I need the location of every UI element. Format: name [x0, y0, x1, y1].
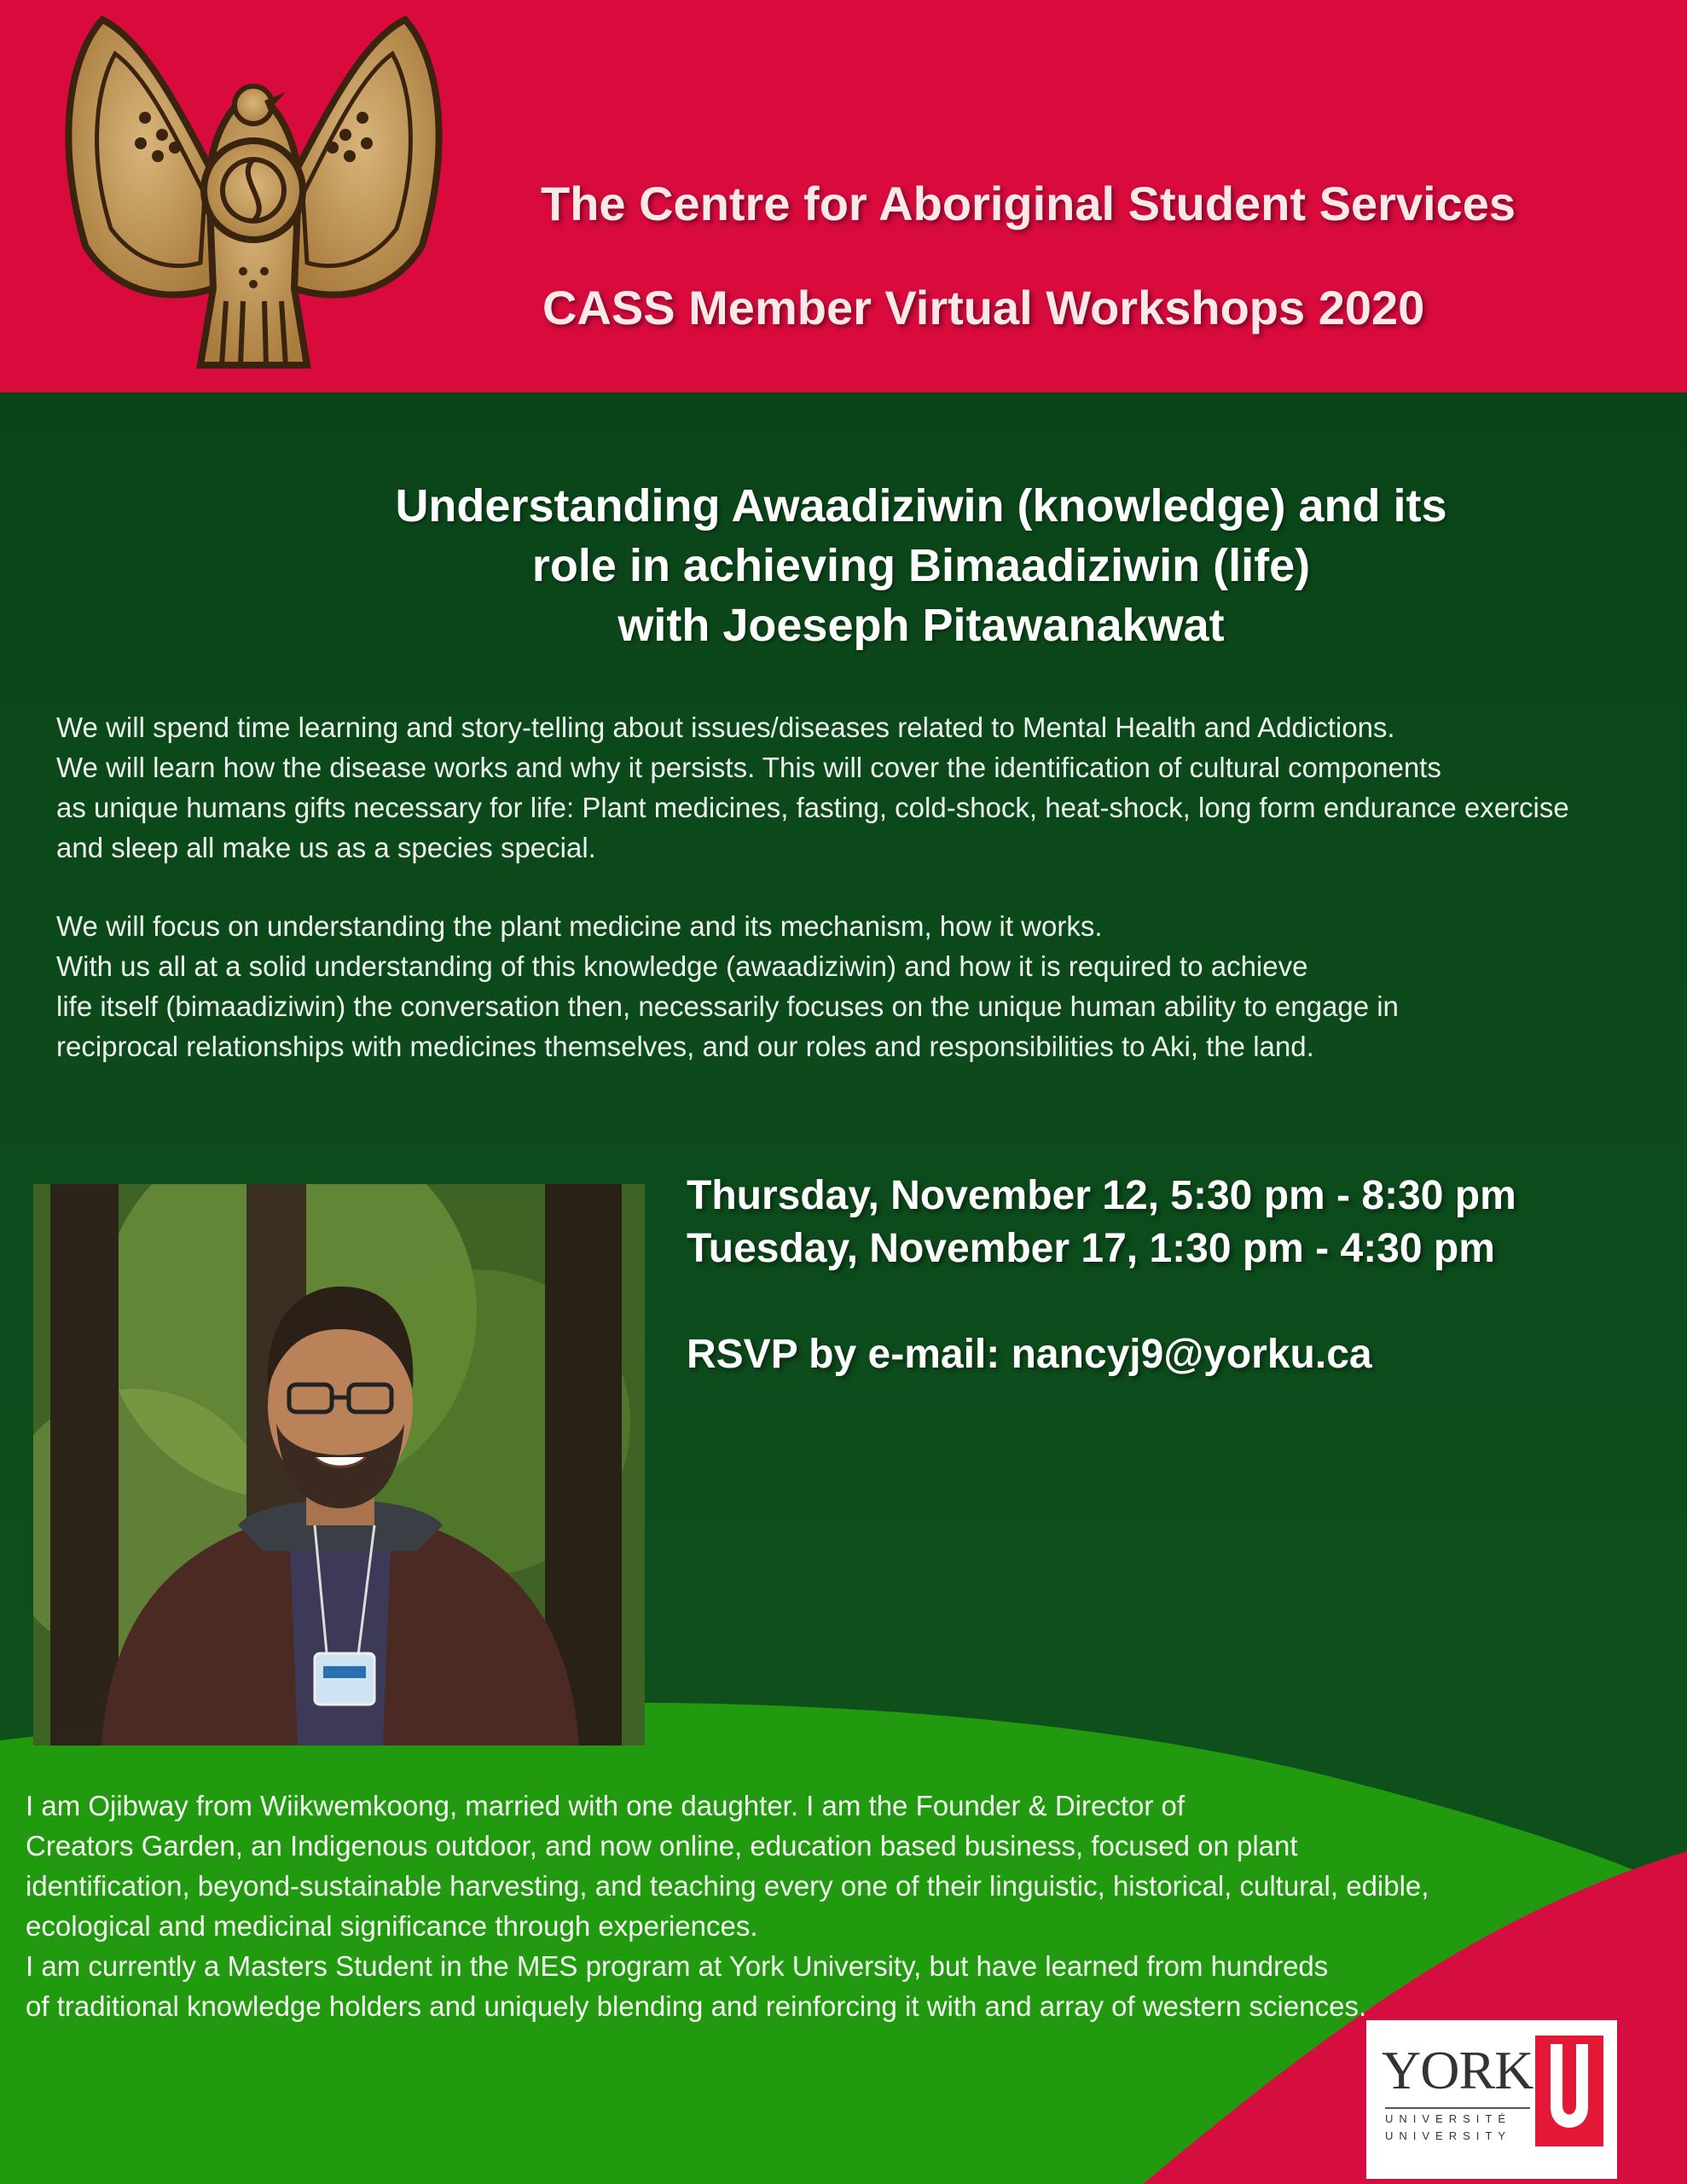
york-sub-english: UNIVERSITY	[1385, 2129, 1512, 2142]
presenter-illustration	[33, 1184, 645, 1745]
presenter-bio	[26, 1786, 1475, 2026]
description-line: We will spend time learning and story-telling about issues/diseases related to Mental Health and Addictions.	[56, 712, 1395, 743]
session-1: Thursday, November 12, 5:30 pm - 8:30 pm	[687, 1173, 1516, 1218]
description-paragraph-2	[56, 906, 1617, 1066]
description-line: reciprocal relationships with medicines themselves, and our roles and responsibilities to Aki, the land.	[56, 1031, 1314, 1062]
bio-line: I am Ojibway from Wiikwemkoong, married with one daughter. I am the Founder & Director of	[26, 1790, 1186, 1821]
rsvp-email[interactable]: RSVP by e-mail: nancyj9@yorku.ca	[687, 1332, 1372, 1377]
workshop-title-line: Understanding Awaadiziwin (knowledge) and its	[395, 480, 1447, 531]
session-2: Tuesday, November 17, 1:30 pm - 4:30 pm	[687, 1226, 1495, 1271]
presenter-photo	[33, 1184, 645, 1745]
bio-line: identification, beyond-sustainable harvesting, and teaching every one of their linguistic, historical, cultural, edible,	[26, 1870, 1429, 1902]
thunderbird-logo-icon	[51, 7, 456, 386]
bio-line: I am currently a Masters Student in the MES program at York University, but have learned from hundreds	[26, 1950, 1329, 1982]
workshop-title	[256, 476, 1586, 655]
description-line: life itself (bimaadiziwin) the conversation then, necessarily focuses on the unique human ability to engage in	[56, 990, 1399, 1022]
description-line: With us all at a solid understanding of this knowledge (awaadiziwin) and how it is required to achieve	[56, 950, 1308, 982]
description-line: as unique humans gifts necessary for life: Plant medicines, fasting, cold-shock, heat-shock, long form endurance exercise	[56, 792, 1569, 823]
york-divider	[1385, 2107, 1530, 2109]
series-title: CASS Member Virtual Workshops 2020	[542, 281, 1425, 334]
workshop-title-line: with Joeseph Pitawanakwat	[617, 600, 1225, 651]
workshop-title-line: role in achieving Bimaadiziwin (life)	[531, 540, 1311, 591]
description-paragraph-1	[56, 707, 1617, 868]
bio-line: ecological and medicinal significance through experiences.	[26, 1910, 758, 1942]
org-title: The Centre for Aboriginal Student Services	[541, 177, 1516, 230]
header-banner	[0, 0, 1687, 392]
york-sub-french: UNIVERSITÉ	[1385, 2112, 1512, 2125]
description-line: We will learn how the disease works and why it persists. This will cover the identification of cultural components	[56, 752, 1441, 783]
york-wordmark: YORK	[1382, 2040, 1533, 2100]
york-u-icon	[1535, 2036, 1603, 2146]
description-line: and sleep all make us as a species special.	[56, 832, 596, 863]
york-university-logo	[1366, 2020, 1617, 2179]
bio-line: of traditional knowledge holders and uniquely blending and reinforcing it with and array of western sciences.	[26, 1990, 1367, 2022]
bio-line: Creators Garden, an Indigenous outdoor, and now online, education based business, focused on plant	[26, 1830, 1298, 1862]
description-line: We will focus on understanding the plant medicine and its mechanism, how it works.	[56, 910, 1103, 942]
